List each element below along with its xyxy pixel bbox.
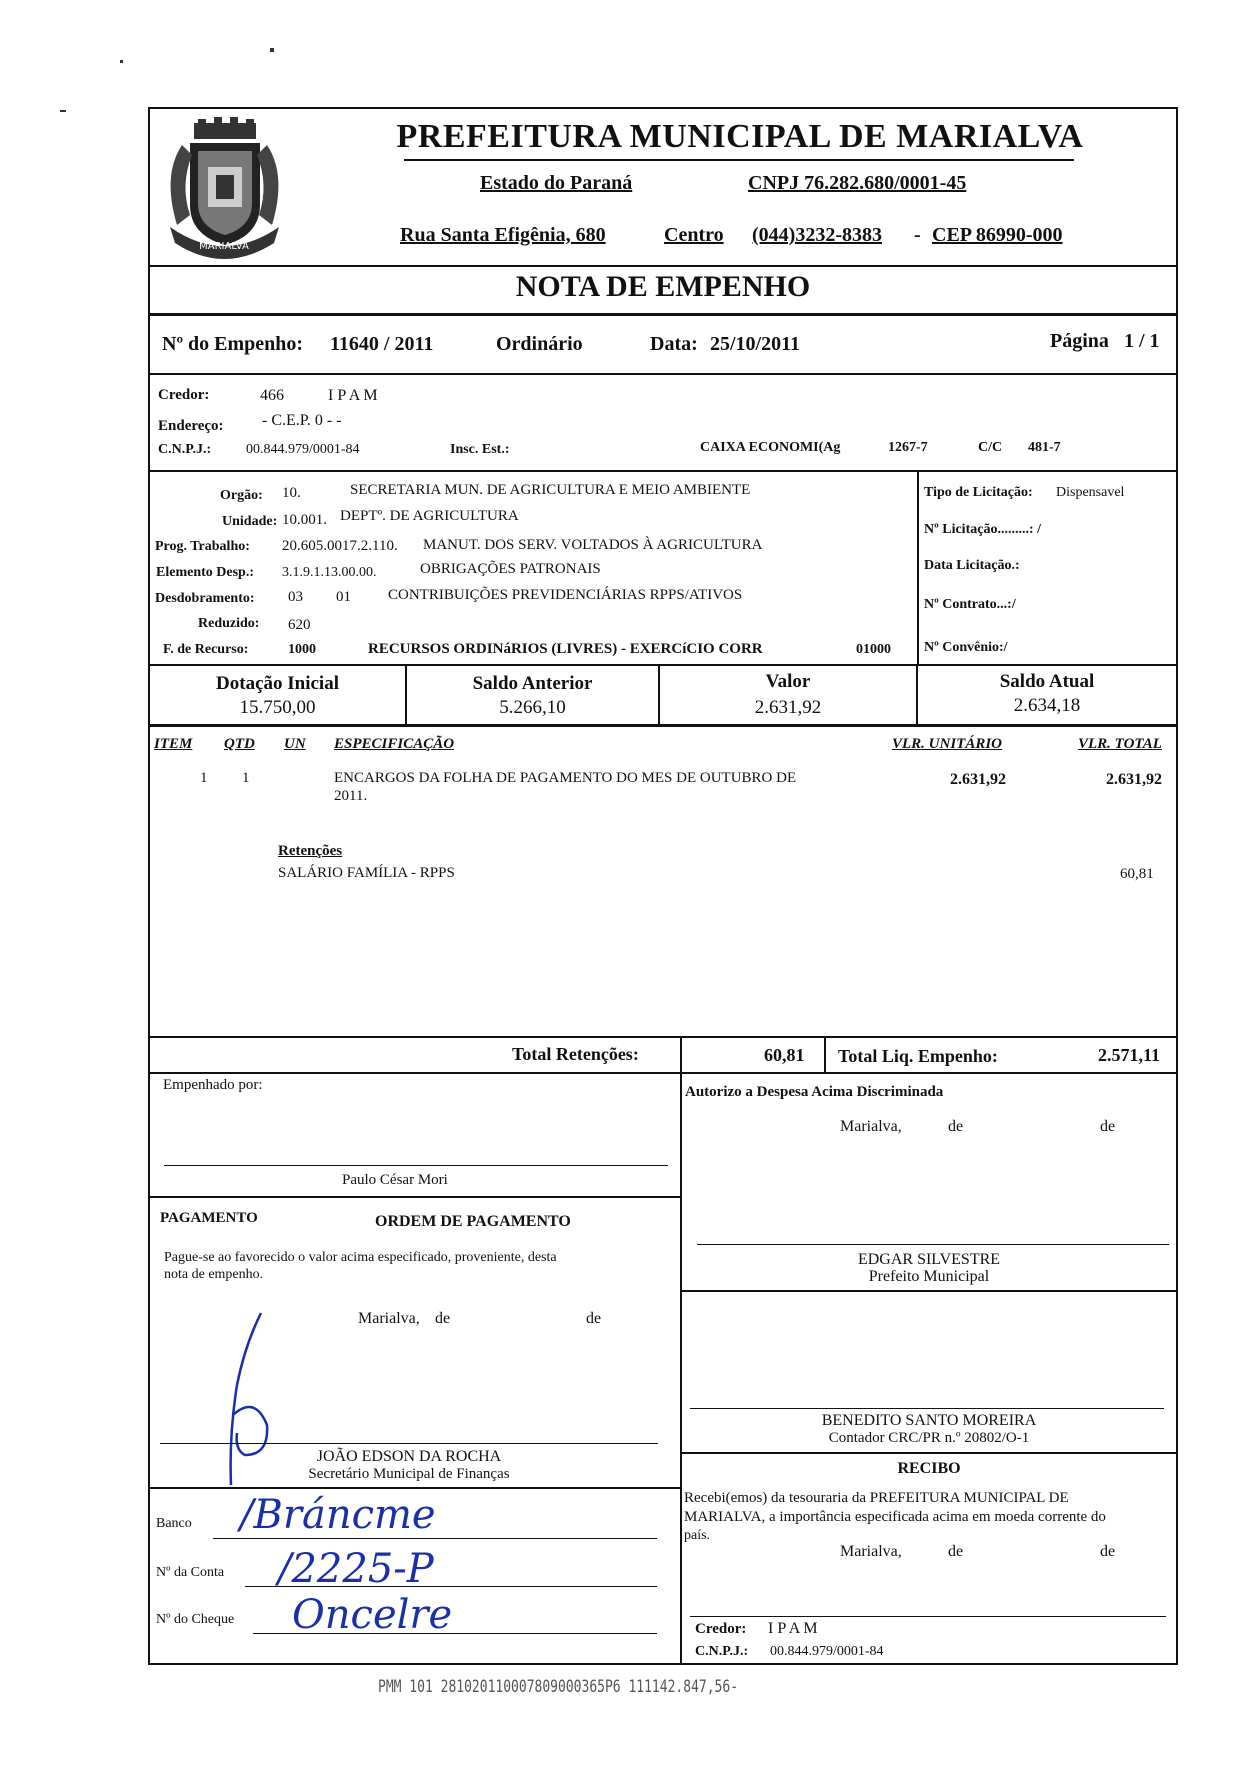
- valor-label: Valor: [765, 671, 811, 692]
- row-item: 1: [200, 770, 208, 786]
- divider: [150, 313, 1176, 316]
- divider: [680, 1452, 1176, 1454]
- address-text: Rua Santa Efigênia, 680: [400, 224, 606, 246]
- scan-speck: [60, 110, 66, 112]
- divider-vertical: [917, 470, 919, 666]
- recibo-cnpj-value: 00.844.979/0001-84: [770, 1644, 884, 1659]
- divider: [150, 1487, 680, 1489]
- prefeito-role: Prefeito Municipal: [868, 1268, 990, 1285]
- divider-vertical: [680, 1072, 682, 1664]
- scan-speck: [270, 48, 274, 52]
- empenho-number: 11640 / 2011: [330, 333, 434, 355]
- divider-vertical: [680, 1036, 682, 1074]
- desdobramento-label: Desdobramento:: [155, 591, 255, 606]
- bank-agency: 1267-7: [888, 440, 928, 455]
- recibo-text-line3: país.: [684, 1528, 711, 1543]
- ordem-pagamento-label: ORDEM DE PAGAMENTO: [375, 1213, 571, 1230]
- elemento-name: OBRIGAÇÕES PATRONAIS: [420, 561, 601, 577]
- desdobramento-code2: 01: [336, 589, 351, 605]
- col-item-header: ITEM: [154, 736, 193, 752]
- secretario-role: Secretário Municipal de Finanças: [308, 1466, 510, 1482]
- col-spec-header: ESPECIFICAÇÃO: [334, 736, 455, 752]
- cnpj-label: C.N.P.J.:: [158, 442, 212, 457]
- valor-value: 2.631,92: [754, 697, 822, 718]
- saldo-anterior-value: 5.266,10: [499, 697, 566, 718]
- retencoes-title: Retenções: [278, 843, 343, 859]
- banco-label: Banco: [156, 1516, 192, 1531]
- pagamento-text-line2: nota de empenho.: [164, 1267, 264, 1282]
- unidade-code: 10.001.: [282, 512, 327, 528]
- prog-trabalho-label: Prog. Trabalho:: [155, 539, 250, 554]
- cep-text: CEP 86990-000: [932, 224, 1063, 246]
- cnpj-value: 00.844.979/0001-84: [246, 442, 360, 457]
- empenhado-signer: Paulo César Mori: [342, 1172, 448, 1188]
- recibo-cnpj-label: C.N.P.J.:: [695, 1644, 749, 1659]
- recurso-code: 1000: [288, 642, 316, 657]
- credor-code: 466: [260, 387, 284, 404]
- divider: [150, 1196, 680, 1198]
- pagamento-city: Marialva,: [358, 1310, 420, 1327]
- dotacao-label: Dotação Inicial: [216, 673, 339, 694]
- empenho-date-label: Data:: [650, 333, 698, 355]
- num-contrato-label: Nº Contrato...:/: [924, 597, 1016, 612]
- svg-text:MARIALVA: MARIALVA: [199, 241, 249, 252]
- unidade-label: Unidade:: [222, 514, 278, 529]
- col-unit-header: VLR. UNITÁRIO: [892, 736, 1003, 752]
- credor-label: Credor:: [158, 387, 210, 403]
- divider: [150, 1036, 1176, 1038]
- unidade-name: DEPTº. DE AGRICULTURA: [340, 508, 519, 524]
- divider: [150, 664, 1176, 666]
- divider: [150, 470, 1176, 472]
- title-underline: [404, 159, 1074, 161]
- pagamento-text-line1: Pague-se ao favorecido o valor acima especificado, proveniente, desta: [164, 1250, 557, 1265]
- orgao-name: SECRETARIA MUN. DE AGRICULTURA E MEIO AMBIENTE: [350, 482, 751, 498]
- contador-role: Contador CRC/PR n.º 20802/O-1: [828, 1430, 1030, 1446]
- total-liq-label: Total Liq. Empenho:: [838, 1046, 998, 1066]
- row-unit-value: 2.631,92: [950, 771, 1006, 788]
- autorizo-de1: de: [948, 1118, 964, 1135]
- recurso-label: F. de Recurso:: [163, 642, 249, 657]
- saldo-atual-label: Saldo Atual: [999, 671, 1095, 692]
- elemento-label: Elemento Desp.:: [156, 565, 254, 580]
- phone-text: (044)3232-8383: [752, 224, 882, 246]
- page-label: Página: [1050, 330, 1109, 352]
- elemento-code: 3.1.9.1.13.00.00.: [282, 565, 377, 580]
- total-retencoes-label: Total Retenções:: [512, 1044, 639, 1064]
- pagamento-de2: de: [586, 1310, 602, 1327]
- autorizo-de2: de: [1100, 1118, 1116, 1135]
- saldo-atual-value: 2.634,18: [1013, 695, 1081, 716]
- district-text: Centro: [664, 224, 724, 246]
- banco-line: [213, 1538, 657, 1539]
- divider: [150, 373, 1176, 375]
- signature-line: [164, 1165, 668, 1166]
- tipo-licitacao-label: Tipo de Licitação:: [924, 485, 1033, 500]
- reduzido-value: 620: [288, 617, 311, 633]
- retencao-value: 60,81: [1120, 866, 1154, 882]
- recurso-code2: 01000: [856, 642, 891, 657]
- saldo-anterior-label: Saldo Anterior: [472, 673, 593, 694]
- credor-name: I P A M: [328, 387, 378, 404]
- divider: [150, 1072, 1176, 1074]
- col-qtd-header: QTD: [224, 736, 255, 752]
- municipality-title: PREFEITURA MUNICIPAL DE MARIALVA: [396, 118, 1084, 155]
- empenho-date: 25/10/2011: [710, 333, 801, 355]
- cheque-label: Nº do Cheque: [156, 1612, 235, 1627]
- insc-est-label: Insc. Est.:: [450, 442, 510, 457]
- cc-value: 481-7: [1028, 440, 1061, 455]
- document-title: NOTA DE EMPENHO: [515, 270, 811, 303]
- conta-label: Nº da Conta: [156, 1565, 225, 1580]
- reduzido-label: Reduzido:: [198, 616, 260, 631]
- empenhado-por-label: Empenhado por:: [163, 1077, 263, 1093]
- bank-name: CAIXA ECONOMI(Ag: [700, 440, 841, 455]
- conta-handwritten: /2225-P: [278, 1546, 434, 1592]
- autorizo-label: Autorizo a Despesa Acima Discriminada: [685, 1084, 944, 1100]
- autorizo-city: Marialva,: [840, 1118, 902, 1135]
- prefeito-name: EDGAR SILVESTRE: [857, 1251, 1001, 1268]
- pagamento-label: PAGAMENTO: [160, 1210, 258, 1226]
- state-text: Estado do Paraná: [480, 172, 633, 194]
- dotacao-value: 15.750,00: [239, 697, 316, 718]
- banco-handwritten: /Bráncme: [240, 1492, 436, 1538]
- row-total-value: 2.631,92: [1106, 771, 1162, 788]
- divider: [680, 1290, 1176, 1292]
- divider-vertical: [824, 1036, 826, 1074]
- recibo-credor-label: Credor:: [695, 1621, 747, 1637]
- recibo-text-line2: MARIALVA, a importância especificada acima em moeda corrente do: [684, 1509, 1106, 1525]
- retencao-name: SALÁRIO FAMÍLIA - RPPS: [278, 865, 455, 881]
- endereco-label: Endereço:: [158, 418, 224, 434]
- signature-line: [690, 1408, 1164, 1409]
- footer-code: PMM 101 281020110007809000365P6 111142.847,56-: [378, 1677, 739, 1698]
- contador-name: BENEDITO SANTO MOREIRA: [821, 1412, 1037, 1429]
- separator-text: -: [914, 224, 921, 246]
- pagamento-de1: de: [435, 1310, 451, 1327]
- desdobramento-name: CONTRIBUIÇÕES PREVIDENCIÁRIAS RPPS/ATIVOS: [388, 587, 743, 603]
- row-spec-cont: 2011.: [334, 788, 368, 804]
- tipo-licitacao-value: Dispensavel: [1056, 485, 1125, 500]
- cc-label: C/C: [978, 440, 1003, 455]
- col-total-header: VLR. TOTAL: [1078, 736, 1162, 752]
- empenho-number-label: Nº do Empenho:: [162, 333, 304, 355]
- total-retencoes-value: 60,81: [764, 1045, 805, 1065]
- orgao-label: Orgão:: [220, 488, 263, 503]
- row-qtd: 1: [242, 770, 250, 786]
- recibo-credor-value: I P A M: [768, 1620, 818, 1637]
- orgao-code: 10.: [282, 485, 301, 501]
- page-number: 1 / 1: [1124, 330, 1160, 352]
- num-convenio-label: Nº Convênio:/: [924, 640, 1008, 655]
- cnpj-text: CNPJ 76.282.680/0001-45: [748, 172, 967, 194]
- recibo-city: Marialva,: [840, 1543, 902, 1560]
- recibo-text-line1: Recebi(emos) da tesouraria da PREFEITURA MUNICIPAL DE: [684, 1490, 1069, 1506]
- empenho-type: Ordinário: [496, 333, 583, 355]
- secretario-name: JOÃO EDSON DA ROCHA: [316, 1448, 502, 1465]
- data-licitacao-label: Data Licitação.:: [924, 558, 1020, 573]
- recibo-de1: de: [948, 1543, 964, 1560]
- divider: [150, 265, 1176, 267]
- num-licitacao-label: Nº Licitação.........: /: [924, 522, 1041, 537]
- endereco-value: - C.E.P. 0 - -: [262, 412, 342, 429]
- row-spec: ENCARGOS DA FOLHA DE PAGAMENTO DO MES DE OUTUBRO DE: [334, 770, 797, 786]
- signature-line: [160, 1443, 658, 1444]
- desdobramento-code1: 03: [288, 589, 303, 605]
- col-un-header: UN: [284, 736, 306, 752]
- cheque-handwritten: Oncelre: [292, 1592, 453, 1638]
- total-liq-value: 2.571,11: [1098, 1045, 1161, 1065]
- recibo-title: RECIBO: [897, 1460, 961, 1477]
- signature-line: [697, 1244, 1169, 1245]
- recurso-name: RECURSOS ORDINáRIOS (LIVRES) - EXERCíCIO CORR: [368, 641, 763, 657]
- coat-of-arms-logo: [152, 115, 297, 270]
- prog-trabalho-code: 20.605.0017.2.110.: [282, 538, 398, 554]
- divider: [150, 724, 1176, 727]
- prog-trabalho-name: MANUT. DOS SERV. VOLTADOS À AGRICULTURA: [423, 537, 763, 553]
- recibo-de2: de: [1100, 1543, 1116, 1560]
- signature-line: [690, 1616, 1166, 1617]
- scan-speck: [120, 60, 123, 63]
